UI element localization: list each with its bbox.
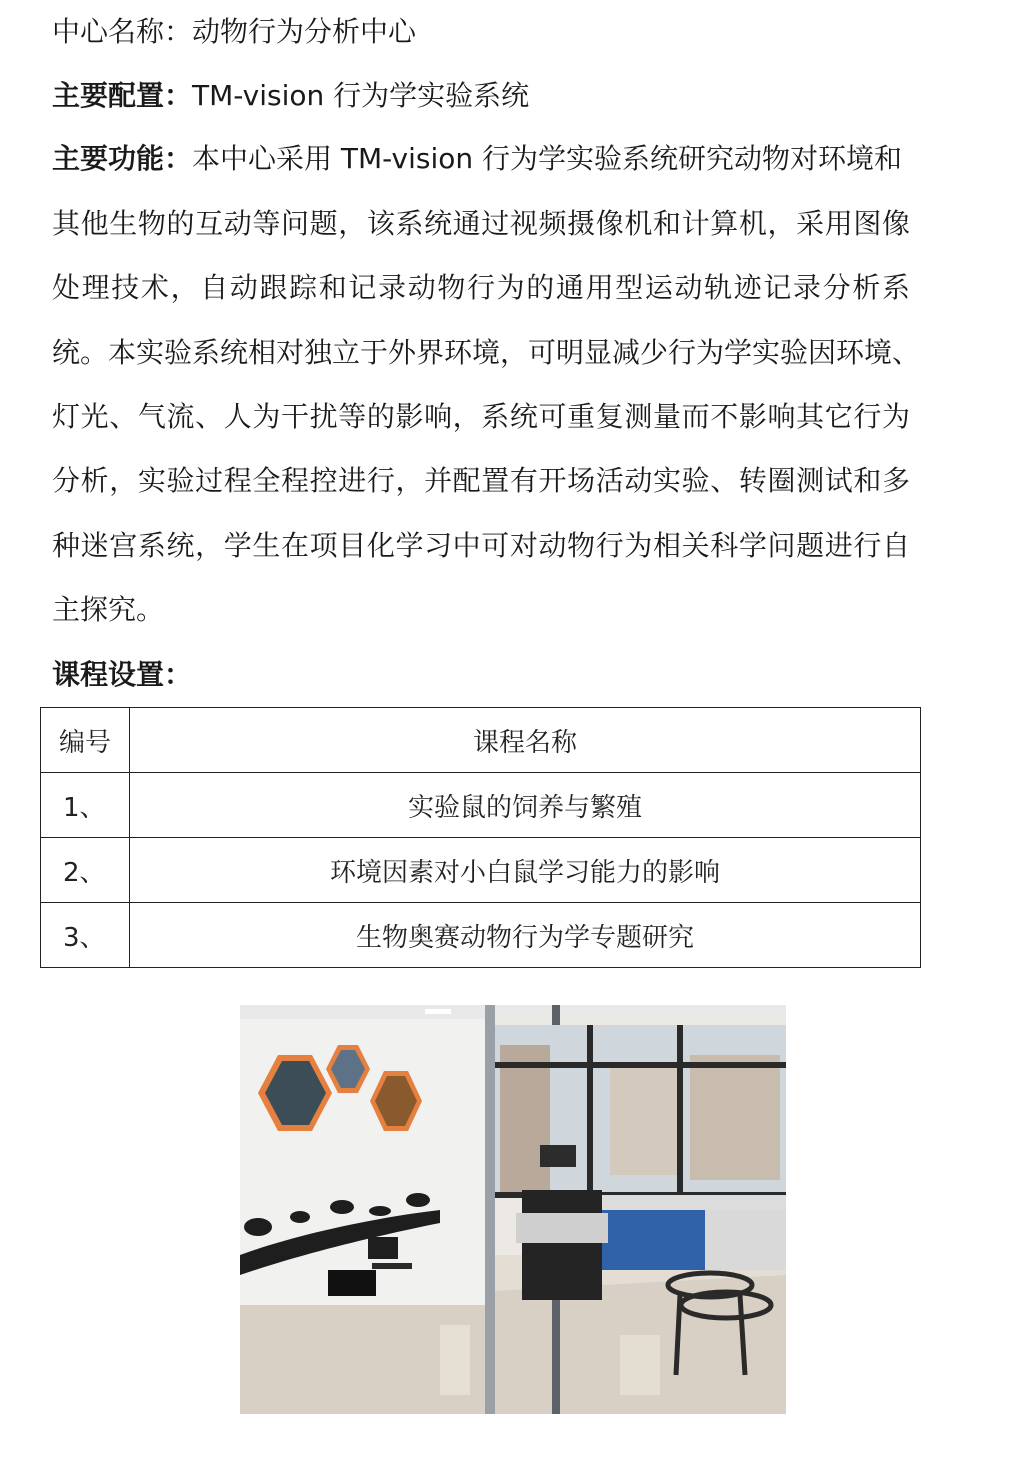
main-function-text-line-4: 统。本实验系统相对独立于外界环境，可明显减少行为学实验因环境、 xyxy=(52,336,921,369)
main-function-text-line-7: 种迷宫系统，学生在项目化学习中可对动物行为相关科学问题进行自 xyxy=(52,529,910,562)
main-function-text-line-1: 本中心采用 TM-vision 行为学实验系统研究动物对环境和 xyxy=(192,142,903,175)
header-number: 编号 xyxy=(41,708,130,773)
course-name: 生物奥赛动物行为学专题研究 xyxy=(130,903,921,968)
course-setup-label: 课程设置： xyxy=(52,658,193,691)
course-number: 2、 xyxy=(41,838,130,903)
course-name: 环境因素对小白鼠学习能力的影响 xyxy=(130,838,921,903)
course-name: 实验鼠的饲养与繁殖 xyxy=(130,773,921,838)
course-table xyxy=(40,707,921,968)
lab-room-photo xyxy=(240,1005,786,1414)
main-function-text-line-3: 处理技术，自动跟踪和记录动物行为的通用型运动轨迹记录分析系 xyxy=(52,271,910,304)
course-table-header xyxy=(41,708,921,773)
main-config-line xyxy=(52,78,529,114)
course-number: 3、 xyxy=(41,903,130,968)
main-config-label: 主要配置： xyxy=(52,79,193,112)
header-course-name: 课程名称 xyxy=(130,708,921,773)
table-row xyxy=(41,838,921,903)
center-name-line xyxy=(52,14,416,50)
main-function-line xyxy=(52,141,902,177)
table-row xyxy=(41,773,921,838)
main-function-text-line-6: 分析，实验过程全程控进行，并配置有开场活动实验、转圈测试和多 xyxy=(52,464,910,497)
main-function-text-line-8: 主探究。 xyxy=(52,593,165,626)
main-function-text-line-5: 灯光、气流、人为干扰等的影响，系统可重复测量而不影响其它行为 xyxy=(52,400,910,433)
table-row xyxy=(41,903,921,968)
main-config-value: TM-vision 行为学实验系统 xyxy=(192,79,530,112)
main-function-text-line-2: 其他生物的互动等问题，该系统通过视频摄像机和计算机，采用图像 xyxy=(52,207,910,240)
course-number: 1、 xyxy=(41,773,130,838)
center-name-value: 动物行为分析中心 xyxy=(192,15,417,48)
main-function-label: 主要功能： xyxy=(52,142,193,175)
center-name-label: 中心名称： xyxy=(52,15,193,48)
